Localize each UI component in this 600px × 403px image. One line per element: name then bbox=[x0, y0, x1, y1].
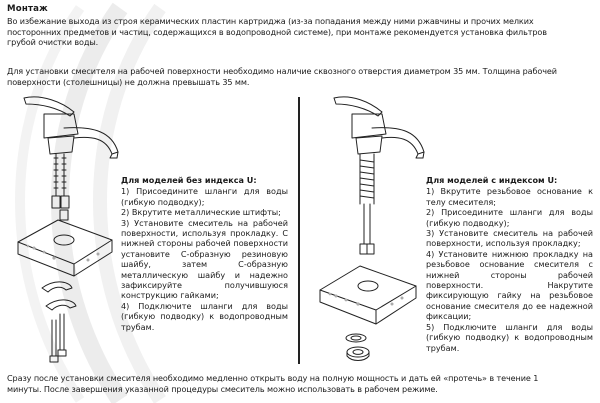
step-1: 1) Вкрутите резьбовое основание к телу смесителя; bbox=[426, 186, 593, 207]
section-heading: Монтаж bbox=[7, 4, 48, 14]
instructions-without-u-title: Для моделей без индекса U: bbox=[121, 175, 257, 185]
step-3: 3) Установите смеситель на рабочей поверхности, используя прокладку. С нижней стороны рабочей поверхности установите С-образную резиновую шайбу, затем С-образную металлическую шайбу и надежно зафиксируйте получившуюся конструкцию гайками; bbox=[121, 217, 288, 301]
step-2: 2) Вкрутите металлические штифты; bbox=[121, 207, 281, 218]
intro-paragraph: Во избежание выхода из строя керамических пластин картриджа (из-за попадания между ними ржавчины и прочих мелких посторонних предметов и частиц, содержащихся в водопроводной системе), при монтаже рекомендуется установка фильтров грубой очистки воды. bbox=[7, 16, 547, 48]
instructions-with-u-title: Для моделей с индексом U: bbox=[426, 175, 558, 185]
step-4: 4) Установите нижнюю прокладку на резьбовое основание смесителя с нижней стороны рабочей поверхности. Накрутите фиксирующую гайку на резьбовое основание смесителя до ее надежной фиксации; bbox=[426, 248, 593, 322]
step-4: 4) Подключите шланги для воды (гибкую подводку) к водопроводным трубам. bbox=[121, 300, 288, 332]
hole-requirements-paragraph: Для установки смесителя на рабочей поверхности необходимо наличие сквозного отверстия диаметром 35 мм. Толщина рабочей поверхности (столешницы) не должна превышать 35 мм. bbox=[7, 66, 557, 87]
faucet-illustration-with-u bbox=[316, 94, 428, 366]
final-paragraph: Сразу после установки смесителя необходимо медленно открыть воду на полную мощность и дать ей «протечь» в течение 1 минуты. После завершения указанной процедуры смеситель можно использовать в рабочем режиме. bbox=[7, 373, 539, 394]
step-5: 5) Подключите шланги для воды (гибкую подводку) к водопроводным трубам. bbox=[426, 321, 593, 353]
faucet-illustration-without-u bbox=[4, 92, 122, 368]
step-3: 3) Установите смеситель на рабочей поверхности, используя прокладку; bbox=[426, 228, 593, 249]
instructions-without-u bbox=[121, 175, 288, 332]
step-1: 1) Присоедините шланги для воды (гибкую подводку); bbox=[121, 186, 288, 207]
column-divider bbox=[298, 97, 300, 364]
step-2: 2) Присоедините шланги для воды (гибкую подводку); bbox=[426, 207, 593, 228]
instructions-with-u bbox=[426, 175, 593, 353]
